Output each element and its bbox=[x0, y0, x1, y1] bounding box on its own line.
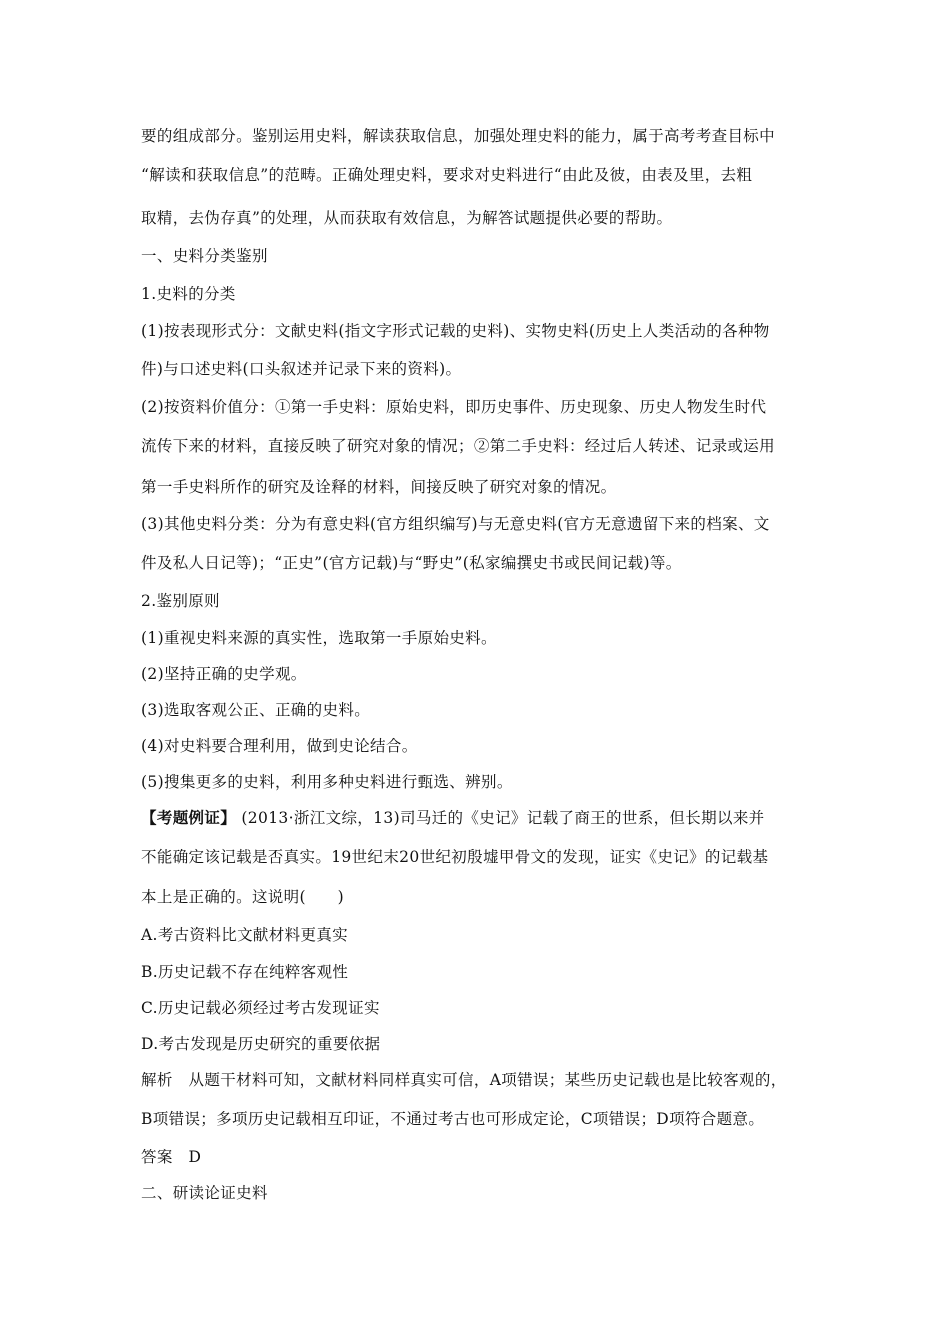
subsection-2-title: 2.鉴别原则 bbox=[141, 592, 220, 610]
example-question-line-2: 不能确定该记载是否真实。19世纪末20世纪初殷墟甲骨文的发现，证实《史记》的记载基 bbox=[141, 848, 769, 866]
section-2-title: 二、研读论证史料 bbox=[141, 1184, 268, 1202]
option-b: B.历史记载不存在纯粹客观性 bbox=[141, 963, 349, 981]
subsection-1-title: 1.史料的分类 bbox=[141, 285, 236, 303]
principle-4: (4)对史料要合理利用，做到史论结合。 bbox=[141, 737, 418, 755]
analysis-line-2: B项错误；多项历史记载相互印证，不通过考古也可形成定论，C项错误；D项符合题意。 bbox=[141, 1110, 765, 1128]
analysis-line-1: 解析 从题干材料可知，文献材料同样真实可信，A项错误；某些历史记载也是比较客观的， bbox=[141, 1071, 787, 1089]
classification-line-7: 件及私人日记等)；“正史”(官方记载)与“野史”(私家编撰史书或民间记载)等。 bbox=[141, 554, 682, 572]
example-question-line-1 bbox=[141, 808, 765, 828]
intro-line-3: 取精，去伪存真”的处理，从而获取有效信息，为解答试题提供必要的帮助。 bbox=[141, 209, 673, 227]
option-c: C.历史记载必须经过考古发现证实 bbox=[141, 999, 380, 1017]
classification-line-5: 第一手史料所作的研究及诠释的材料，间接反映了研究对象的情况。 bbox=[141, 478, 617, 496]
principle-5: (5)搜集更多的史料，利用多种史料进行甄选、辨别。 bbox=[141, 773, 513, 791]
classification-line-3: (2)按资料价值分：①第一手史料：原始史料，即历史事件、历史现象、历史人物发生时代 bbox=[141, 398, 767, 416]
classification-line-2: 件)与口述史料(口头叙述并记录下来的资料)。 bbox=[141, 360, 462, 378]
principle-3: (3)选取客观公正、正确的史料。 bbox=[141, 701, 371, 719]
principle-1: (1)重视史料来源的真实性，选取第一手原始史料。 bbox=[141, 629, 497, 647]
answer-line: 答案 D bbox=[141, 1148, 202, 1166]
classification-line-4: 流传下来的材料，直接反映了研究对象的情况；②第二手史料：经过后人转述、记录或运用 bbox=[141, 437, 776, 455]
example-question-line-3: 本上是正确的。这说明( ) bbox=[141, 888, 344, 906]
intro-line-1: 要的组成部分。鉴别运用史料，解读获取信息，加强处理史料的能力，属于高考考查目标中 bbox=[141, 127, 776, 145]
example-tag: 【考题例证】 bbox=[141, 808, 237, 827]
intro-line-2: “解读和获取信息”的范畴。正确处理史料，要求对史料进行“由此及彼，由表及里，去粗 bbox=[141, 166, 753, 184]
example-question-text-1: (2013·浙江文综，13)司马迁的《史记》记载了商王的世系，但长期以来并 bbox=[236, 809, 765, 827]
classification-line-1: (1)按表现形式分：文献史料(指文字形式记载的史料)、实物史料(历史上人类活动的各种物 bbox=[141, 322, 770, 340]
option-a: A.考古资料比文献材料更真实 bbox=[141, 926, 349, 944]
option-d: D.考古发现是历史研究的重要依据 bbox=[141, 1035, 381, 1053]
section-1-title: 一、史料分类鉴别 bbox=[141, 247, 268, 265]
classification-line-6: (3)其他史料分类：分为有意史料(官方组织编写)与无意史料(官方无意遗留下来的档案、文 bbox=[141, 515, 770, 533]
principle-2: (2)坚持正确的史学观。 bbox=[141, 665, 307, 683]
